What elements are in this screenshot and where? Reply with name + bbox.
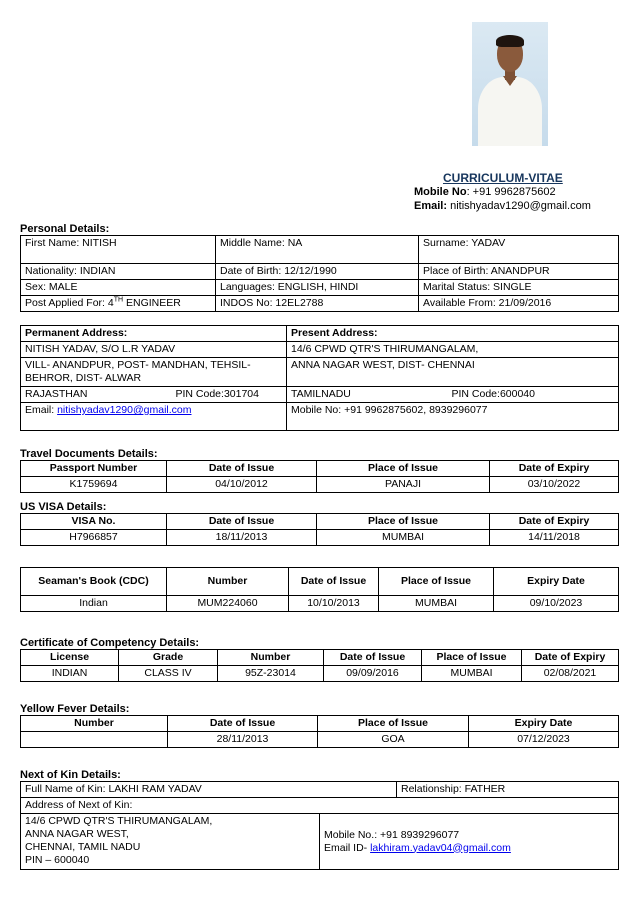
place-of-birth: Place of Birth: ANANDPUR: [419, 264, 619, 280]
visa-heading: US VISA Details:: [20, 501, 107, 513]
kin-email-link[interactable]: lakhiram.yadav04@gmail.com: [370, 841, 511, 854]
pres-state: TAMILNADU: [291, 388, 351, 400]
cdc-place: MUMBAI: [379, 596, 494, 612]
visa-table: [20, 513, 619, 546]
kin-heading: Next of Kin Details:: [20, 769, 121, 781]
visa-header-expiry: Date of Expiry: [490, 514, 619, 530]
travel-header-issue: Date of Issue: [167, 461, 317, 477]
languages: Languages: ENGLISH, HINDI: [216, 280, 419, 296]
indos-number: INDOS No: 12EL2788: [216, 296, 419, 312]
middle-name: Middle Name: NA: [216, 236, 419, 264]
kin-email-line: [324, 842, 614, 855]
cdc-header-issue: Date of Issue: [289, 568, 379, 596]
cdc-header-place: Place of Issue: [379, 568, 494, 596]
passport-place: PANAJI: [317, 477, 490, 493]
kin-address-label: Address of Next of Kin:: [21, 798, 619, 814]
perm-pin: PIN Code:301704: [175, 388, 259, 400]
permanent-address-heading: Permanent Address:: [21, 326, 287, 342]
coc-place: MUMBAI: [422, 666, 522, 682]
kin-contact: [320, 814, 619, 870]
mobile-value: : +91 9962875602: [466, 186, 556, 198]
pres-line1: 14/6 CPWD QTR'S THIRUMANGALAM,: [287, 342, 619, 358]
perm-email-cell: [21, 403, 287, 431]
pres-pin: PIN Code:600040: [451, 388, 535, 400]
cdc-number: MUM224060: [167, 596, 289, 612]
cdc-table: [20, 567, 619, 612]
coc-grade: CLASS IV: [119, 666, 218, 682]
yellow-issue-date: 28/11/2013: [168, 732, 318, 748]
coc-license: INDIAN: [21, 666, 119, 682]
visa-header-issue: Date of Issue: [167, 514, 317, 530]
header-mobile: [414, 186, 556, 198]
coc-number: 95Z-23014: [218, 666, 324, 682]
passport-expiry: 03/10/2022: [490, 477, 619, 493]
pres-state-pin: [287, 387, 619, 403]
coc-header-license: License: [21, 650, 119, 666]
kin-address: [21, 814, 320, 870]
present-address-heading: Present Address:: [287, 326, 619, 342]
cdc-issue-date: 10/10/2013: [289, 596, 379, 612]
yellow-heading: Yellow Fever Details:: [20, 703, 130, 715]
marital-status: Marital Status: SINGLE: [419, 280, 619, 296]
yellow-table: [20, 715, 619, 748]
cdc-header-number: Number: [167, 568, 289, 596]
travel-header-passport: Passport Number: [21, 461, 167, 477]
coc-header-number: Number: [218, 650, 324, 666]
kin-mobile: Mobile No.: +91 8939296077: [324, 828, 460, 841]
post-applied: [21, 296, 216, 312]
post-sup: TH: [113, 296, 124, 304]
visa-expiry: 14/11/2018: [490, 530, 619, 546]
post-suffix: ENGINEER: [123, 297, 181, 309]
kin-relationship: Relationship: FATHER: [397, 782, 619, 798]
pres-mobile: Mobile No: +91 9962875602, 8939296077: [287, 403, 619, 431]
travel-header-expiry: Date of Expiry: [490, 461, 619, 477]
passport-number: K1759694: [21, 477, 167, 493]
yellow-header-expiry: Expiry Date: [469, 716, 619, 732]
perm-state-pin: [21, 387, 287, 403]
passport-issue-date: 04/10/2012: [167, 477, 317, 493]
perm-state: RAJASTHAN: [25, 388, 88, 400]
yellow-header-issue: Date of Issue: [168, 716, 318, 732]
email-value: nitishyadav1290@gmail.com: [447, 200, 591, 212]
perm-email-label: Email:: [25, 404, 58, 416]
yellow-place: GOA: [318, 732, 469, 748]
kin-name: Full Name of Kin: LAKHI RAM YADAV: [21, 782, 397, 798]
coc-table: [20, 649, 619, 682]
surname: Surname: YADAV: [419, 236, 619, 264]
personal-heading: Personal Details:: [20, 223, 110, 235]
visa-header-number: VISA No.: [21, 514, 167, 530]
perm-email-link[interactable]: nitishyadav1290@gmail.com: [57, 404, 192, 416]
yellow-expiry: 07/12/2023: [469, 732, 619, 748]
kin-addr-line1: 14/6 CPWD QTR'S THIRUMANGALAM,: [25, 815, 213, 827]
personal-table: [20, 235, 619, 312]
profile-photo: [472, 22, 548, 146]
kin-addr-line3: CHENNAI, TAMIL NADU: [25, 841, 141, 853]
nationality: Nationality: INDIAN: [21, 264, 216, 280]
perm-line1: NITISH YADAV, S/O L.R YADAV: [21, 342, 287, 358]
coc-header-place: Place of Issue: [422, 650, 522, 666]
cdc-expiry: 09/10/2023: [494, 596, 619, 612]
post-prefix: Post Applied For: 4: [25, 297, 114, 309]
yellow-header-number: Number: [21, 716, 168, 732]
coc-header-grade: Grade: [119, 650, 218, 666]
cdc-country: Indian: [21, 596, 167, 612]
first-name: First Name: NITISH: [21, 236, 216, 264]
visa-number: H7966857: [21, 530, 167, 546]
date-of-birth: Date of Birth: 12/12/1990: [216, 264, 419, 280]
cdc-header-expiry: Expiry Date: [494, 568, 619, 596]
email-label: Email:: [414, 200, 448, 212]
cdc-header-book: Seaman's Book (CDC): [21, 568, 167, 596]
yellow-number: [21, 732, 168, 748]
kin-email-label: Email ID-: [324, 841, 371, 854]
visa-place: MUMBAI: [317, 530, 490, 546]
coc-expiry: 02/08/2021: [522, 666, 619, 682]
pres-line2: ANNA NAGAR WEST, DIST- CHENNAI: [287, 358, 619, 387]
coc-issue-date: 09/09/2016: [324, 666, 422, 682]
mobile-label: Mobile No: [414, 186, 467, 198]
sex: Sex: MALE: [21, 280, 216, 296]
travel-table: [20, 460, 619, 493]
kin-addr-line2: ANNA NAGAR WEST,: [25, 828, 129, 840]
perm-line2: VILL- ANANDPUR, POST- MANDHAN, TEHSIL-BEHROR, DIST- ALWAR: [21, 358, 287, 387]
available-from: Available From: 21/09/2016: [419, 296, 619, 312]
kin-addr-line4: PIN – 600040: [25, 854, 90, 866]
travel-header-place: Place of Issue: [317, 461, 490, 477]
header-email: [414, 200, 591, 212]
yellow-header-place: Place of Issue: [318, 716, 469, 732]
kin-table: [20, 781, 619, 870]
page-title: CURRICULUM-VITAE: [443, 171, 563, 185]
address-table: [20, 325, 619, 431]
visa-issue-date: 18/11/2013: [167, 530, 317, 546]
coc-header-issue: Date of Issue: [324, 650, 422, 666]
coc-heading: Certificate of Competency Details:: [20, 637, 200, 649]
visa-header-place: Place of Issue: [317, 514, 490, 530]
coc-header-expiry: Date of Expiry: [522, 650, 619, 666]
travel-heading: Travel Documents Details:: [20, 448, 158, 460]
